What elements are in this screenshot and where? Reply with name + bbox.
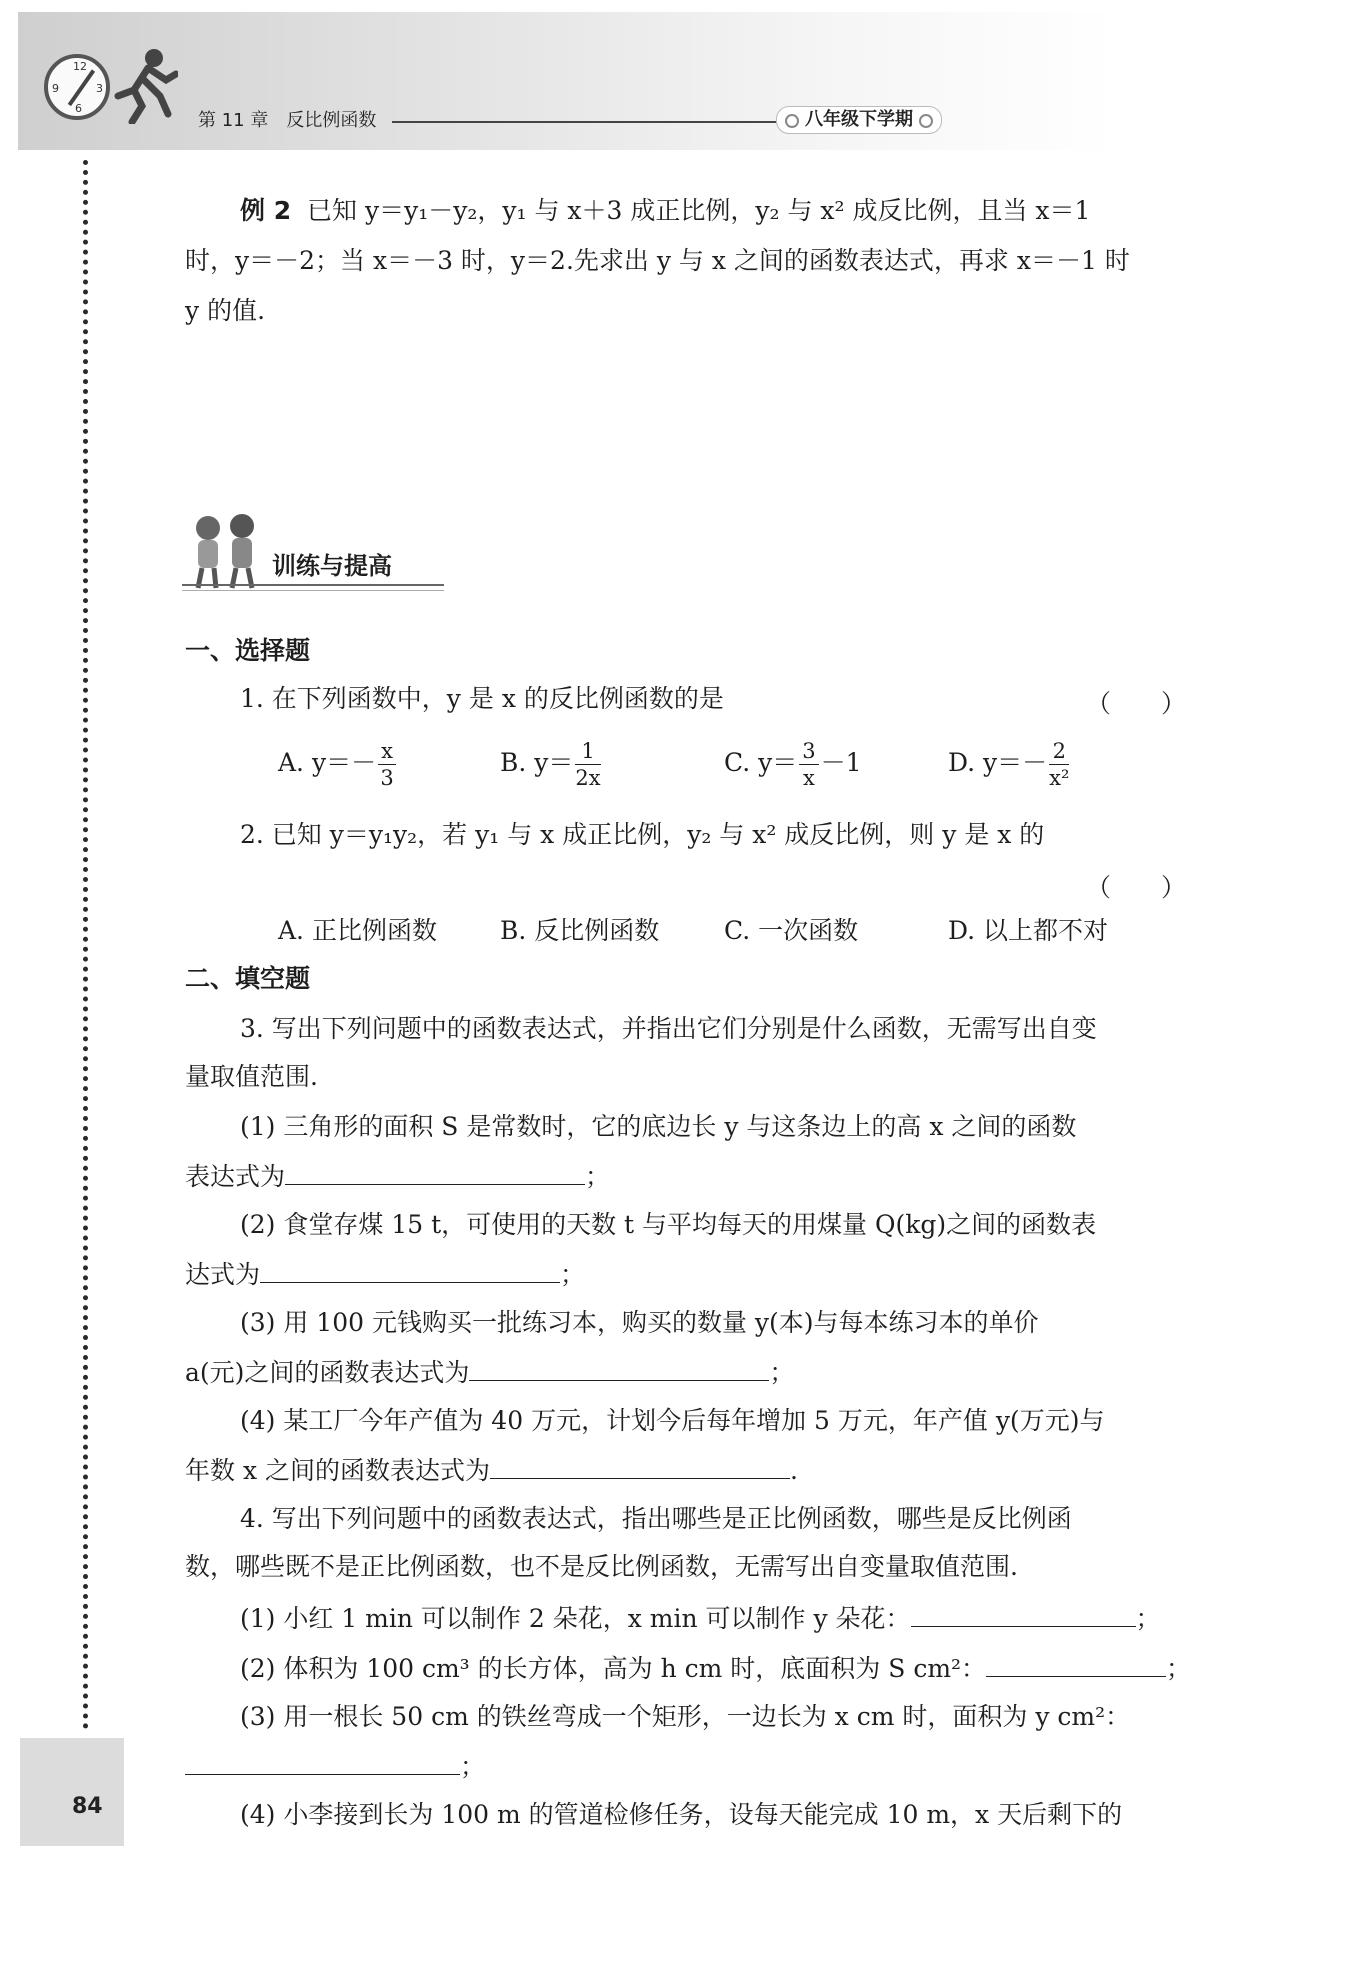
answer-blank-3-3[interactable] bbox=[469, 1356, 769, 1381]
q1-answer-paren: （ ） bbox=[1086, 689, 1187, 718]
q4-line2: 数，哪些既不是正比例函数，也不是反比例函数，无需写出自变量取值范围. bbox=[185, 1552, 1018, 1581]
q4-sub4: (4) 小李接到长为 100 m 的管道检修任务，设每天能完成 10 m，x 天后剩下的 bbox=[240, 1800, 1123, 1829]
frac-c: $\frac{3}{x}$ bbox=[799, 738, 818, 791]
page-number-box bbox=[20, 1738, 124, 1846]
margin-dots bbox=[83, 160, 88, 1730]
q3-sub1-line2: 表达式为 ； bbox=[185, 1162, 611, 1191]
q3-line1: 3. 写出下列问题中的函数表达式，并指出它们分别是什么函数，无需写出自变 bbox=[240, 1014, 1097, 1043]
q4-sub2: (2) 体积为 100 cm³ 的长方体，高为 h cm 时，底面积为 S cm²： ； bbox=[240, 1654, 1192, 1683]
kids-icon bbox=[182, 510, 272, 590]
header-band bbox=[18, 12, 1118, 150]
q3-sub3-line2: a(元)之间的函数表达式为 ； bbox=[185, 1358, 795, 1387]
q1-option-d: D. y＝－ $\frac{2}{\text{x²}}$ bbox=[948, 739, 1070, 790]
answer-blank-3-2[interactable] bbox=[260, 1258, 560, 1283]
q3-sub2-line2: 达式为 ； bbox=[185, 1260, 586, 1289]
q2-option-c: C. 一次函数 bbox=[724, 916, 859, 945]
q4-sub3: (3) 用一根长 50 cm 的铁丝弯成一个矩形，一边长为 x cm 时，面积为 y cm²： bbox=[240, 1702, 1131, 1731]
q2-option-a: A. 正比例函数 bbox=[278, 916, 437, 945]
frac-b: $\frac{1}{2x}$ bbox=[575, 739, 601, 790]
answer-blank-4-2[interactable] bbox=[986, 1652, 1166, 1677]
banner-underline bbox=[182, 584, 444, 586]
answer-blank-4-1[interactable] bbox=[911, 1602, 1136, 1627]
chapter-label: 第 11 章 反比例函数 bbox=[198, 110, 377, 131]
q3-sub4-line2: 年数 x 之间的函数表达式为 . bbox=[185, 1456, 798, 1485]
q4-line1: 4. 写出下列问题中的函数表达式，指出哪些是正比例函数，哪些是反比例函 bbox=[240, 1504, 1072, 1533]
q3-sub2-line1: (2) 食堂存煤 15 t，可使用的天数 t 与平均每天的用煤量 Q(kg)之间的函数表 bbox=[240, 1210, 1097, 1239]
compass-icon: 12 3 6 9 bbox=[44, 54, 110, 120]
answer-blank-3-1[interactable] bbox=[285, 1160, 585, 1185]
q2-option-b: B. 反比例函数 bbox=[500, 916, 660, 945]
runner-icon bbox=[108, 44, 178, 124]
q4-sub3-line2: ； bbox=[185, 1750, 485, 1782]
example2-label: 例 2 bbox=[240, 196, 292, 225]
header-divider bbox=[392, 121, 782, 123]
q3-line2: 量取值范围. bbox=[185, 1062, 318, 1091]
q3-sub4-line1: (4) 某工厂今年产值为 40 万元，计划今后每年增加 5 万元，年产值 y(万元)与 bbox=[240, 1406, 1105, 1435]
example2-line3: y 的值. bbox=[185, 296, 266, 325]
frac-a: $\frac{x}{3}$ bbox=[378, 738, 396, 791]
section-banner-title: 训练与提高 bbox=[272, 552, 392, 580]
part2-title: 二、填空题 bbox=[185, 964, 311, 993]
q1-option-a: A. y＝－ $\frac{x}{3}$ bbox=[278, 738, 398, 791]
example2-line1: 例 2 已知 y＝y₁－y₂，y₁ 与 x＋3 成正比例，y₂ 与 x² 成反比例，且当 x＝1 bbox=[240, 196, 1091, 225]
answer-blank-3-4[interactable] bbox=[490, 1454, 790, 1479]
q1-option-c: C. y＝ $\frac{3}{x}$ －1 bbox=[724, 739, 862, 790]
grade-label: 八年级下学期 bbox=[776, 106, 942, 134]
q1-option-b: B. y＝ $\frac{1}{2x}$ bbox=[500, 739, 601, 790]
banner-underline-thin bbox=[182, 590, 444, 591]
q4-sub1: (1) 小红 1 min 可以制作 2 朵花，x min 可以制作 y 朵花： ； bbox=[240, 1604, 1161, 1633]
q2-stem: 2. 已知 y＝y₁y₂，若 y₁ 与 x 成正比例，y₂ 与 x² 成反比例，则 y 是 x 的 bbox=[240, 820, 1045, 849]
page-header bbox=[18, 12, 1118, 150]
q2-option-d: D. 以上都不对 bbox=[948, 916, 1109, 945]
q3-sub1-line1: (1) 三角形的面积 S 是常数时，它的底边长 y 与这条边上的高 x 之间的函数 bbox=[240, 1112, 1077, 1141]
example2-line2: 时，y＝－2；当 x＝－3 时，y＝2.先求出 y 与 x 之间的函数表达式，再求 x＝－1 时 bbox=[185, 246, 1130, 275]
page-number: 84 bbox=[72, 1794, 103, 1819]
answer-blank-4-3[interactable] bbox=[185, 1750, 460, 1775]
q2-answer-paren: （ ） bbox=[1086, 873, 1187, 902]
q3-sub3-line1: (3) 用 100 元钱购买一批练习本，购买的数量 y(本)与每本练习本的单价 bbox=[240, 1308, 1039, 1337]
frac-d: $\frac{2}{\text{x²}}$ bbox=[1049, 739, 1070, 790]
part1-title: 一、选择题 bbox=[185, 636, 311, 665]
q1-stem: 1. 在下列函数中，y 是 x 的反比例函数的是 bbox=[240, 684, 724, 713]
